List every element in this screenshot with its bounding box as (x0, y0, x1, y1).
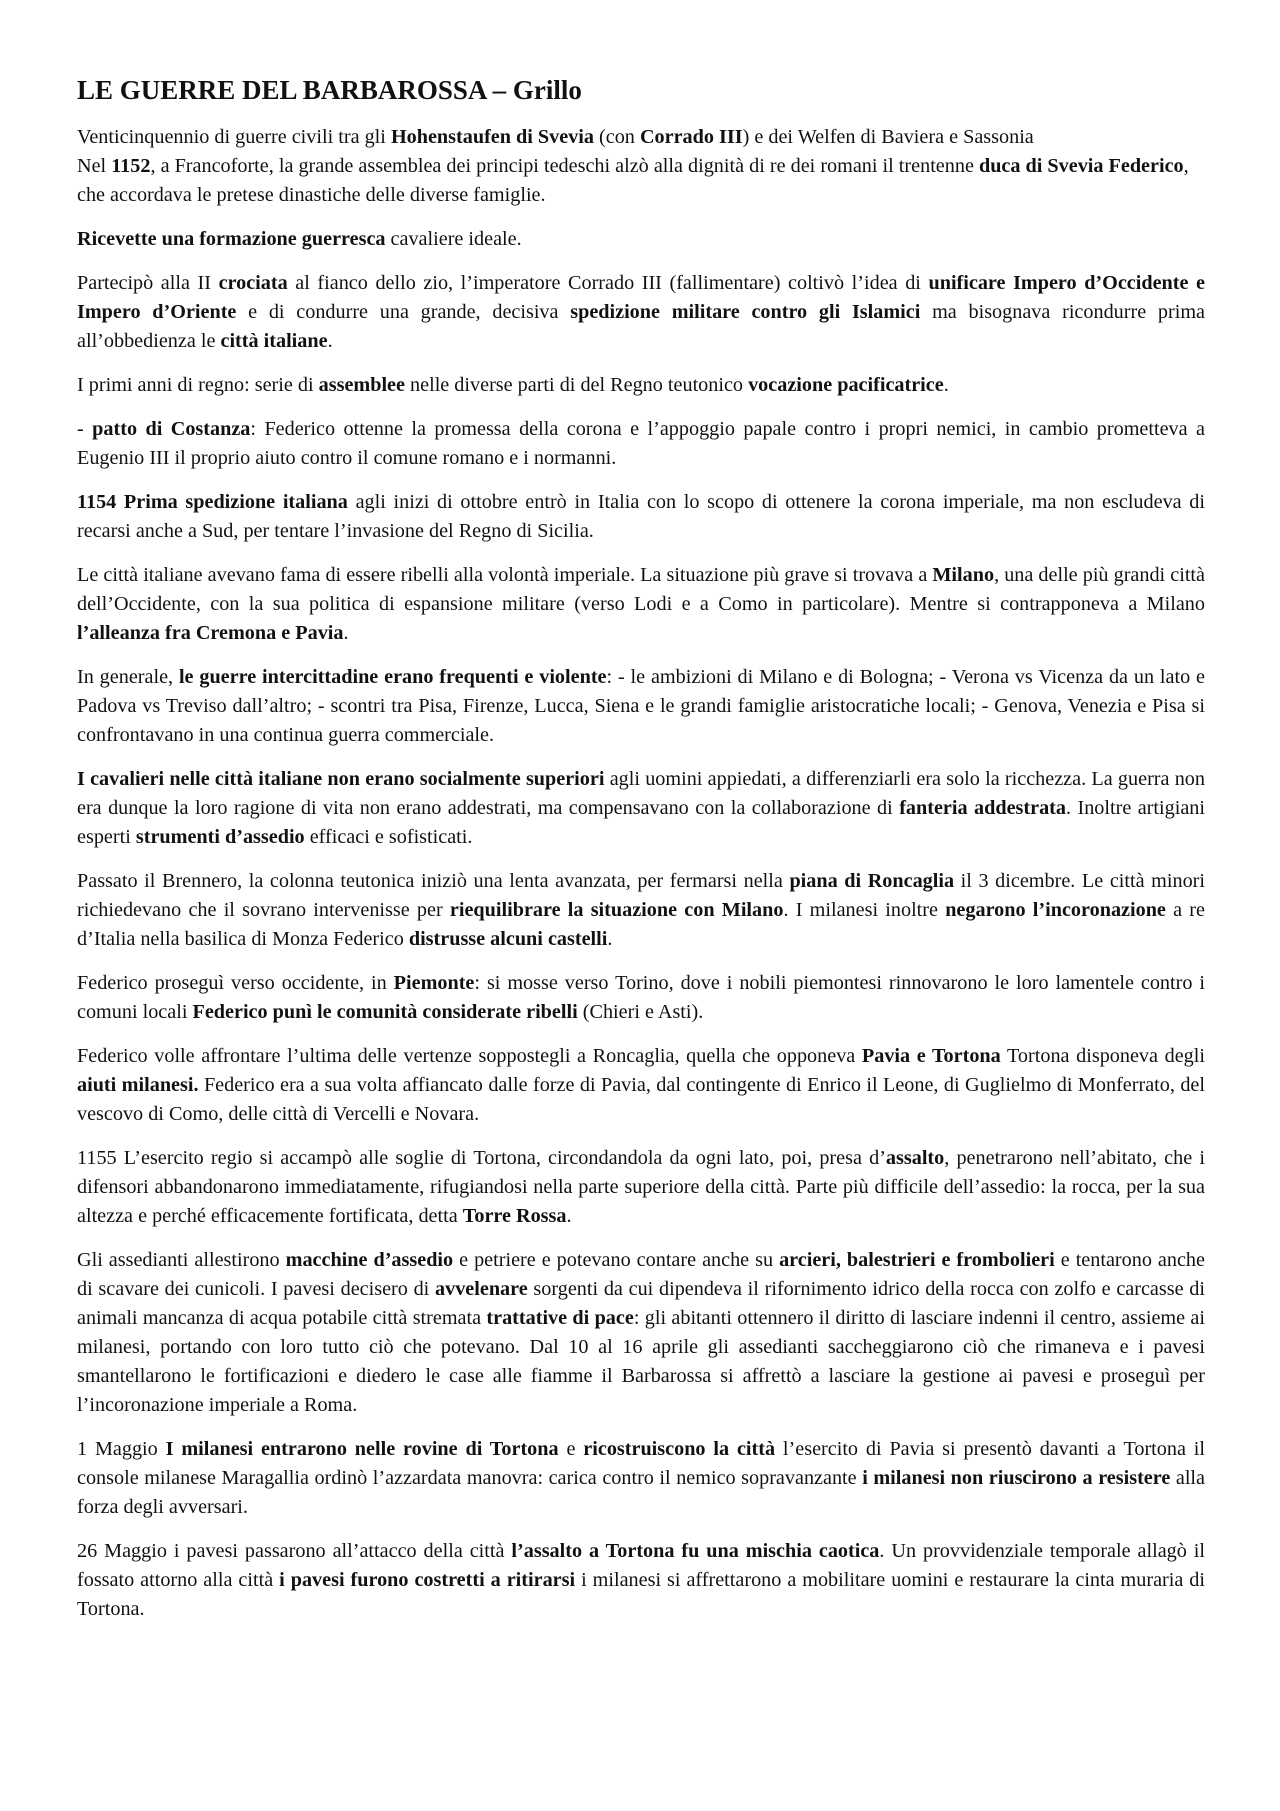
text-segment: nelle diverse parti di del Regno teutonico (404, 374, 749, 396)
bold-text: I cavalieri nelle città italiane non erano socialmente superiori (77, 768, 605, 790)
text-segment: ma bisognava ricondurre prima all’obbedienza le (77, 301, 1205, 352)
text-segment: 1155 L’esercito regio si accampò alle soglie di Tortona, circondandola da ogni lato, poi, presa d’ (77, 1147, 886, 1169)
text-segment: 1 Maggio (77, 1438, 166, 1460)
text-segment: Partecipò alla II (77, 272, 219, 294)
text-segment: agli inizi di ottobre entrò in Italia con lo scopo di ottenere la corona imperiale, ma non escludeva di recarsi anche a Sud, per tentare l’invasione del Regno di Sicilia. (77, 491, 1206, 542)
text-segment: , che accordava le pretese dinastiche delle diverse famiglie. (77, 155, 1189, 206)
text-segment: alla forza degli avversari. (77, 1467, 1205, 1518)
bold-text: macchine d’assedio (285, 1249, 454, 1271)
text-segment: al fianco dello zio, l’imperatore Corrado III (fallimentare) coltivò l’idea di (287, 272, 929, 294)
bold-text: l’alleanza fra Cremona e Pavia (77, 622, 344, 644)
paragraph (77, 663, 1205, 750)
bold-text: 1152 (111, 155, 151, 177)
text-segment: , a Francoforte, la grande assemblea dei principi tedeschi alzò alla dignità di re dei romani il trentenne (150, 155, 979, 177)
bold-text: Corrado III (639, 126, 743, 148)
text-segment: In generale, (77, 666, 179, 688)
bold-text: piana di Roncaglia (789, 870, 955, 892)
text-segment: sorgenti da cui dipendeva il rifornimento idrico della rocca con zolfo e carcasse di animali mancanza di acqua potabile città stremata (77, 1278, 1205, 1329)
text-segment: Tortona disponeva degli (1000, 1045, 1205, 1067)
bold-text: assalto (885, 1147, 945, 1169)
text-segment: Passato il Brennero, la colonna teutonica iniziò una lenta avanzata, per fermarsi nella (77, 870, 790, 892)
text-segment: . Un provvidenziale temporale allagò il fossato attorno alla città (77, 1540, 1205, 1591)
bold-text: strumenti d’assedio (135, 826, 305, 848)
bold-text: duca di Svevia Federico (978, 155, 1184, 177)
text-segment: 26 Maggio i pavesi passarono all’attacco della città (77, 1540, 512, 1562)
bold-text: fanteria addestrata (899, 797, 1066, 819)
document-page (77, 72, 1205, 1639)
paragraph (77, 1042, 1205, 1129)
bold-text: arcieri, balestrieri e frombolieri (779, 1249, 1055, 1271)
text-segment: Federico proseguì verso occidente, in (77, 972, 394, 994)
text-segment: cavaliere ideale. (385, 228, 522, 250)
text-segment: Le città italiane avevano fama di essere ribelli alla volontà imperiale. La situazione più grave si trovava a (77, 564, 933, 586)
text-segment: . (943, 374, 949, 396)
paragraph (77, 1537, 1205, 1624)
paragraph (77, 765, 1205, 852)
bold-text: Ricevette una formazione guerresca (77, 228, 386, 250)
bold-text: I milanesi entrarono nelle rovine di Tortona (165, 1438, 559, 1460)
text-segment: , penetrarono nell’abitato, che i difensori abbandonarono immediatamente, rifugiandosi nella parte superiore della città. Parte più difficile dell’assedio: la rocca, per la sua altezza e perché efficacemente fortificata, detta (77, 1147, 1205, 1227)
paragraph (77, 415, 1205, 473)
paragraph (77, 1435, 1205, 1522)
text-segment: i milanesi si affrettarono a mobilitare uomini e restaurare la cinta muraria di Tortona. (77, 1569, 1206, 1620)
bold-text: Federico punì le comunità considerate ribelli (192, 1001, 578, 1023)
paragraph (77, 225, 1205, 254)
text-segment: - (77, 418, 93, 440)
text-segment: Nel (77, 155, 112, 177)
bold-text: i milanesi non riuscirono a resistere (862, 1467, 1171, 1489)
text-segment: Gli assedianti allestirono (77, 1249, 286, 1271)
bold-text: vocazione pacificatrice (748, 374, 944, 396)
paragraph (77, 561, 1205, 648)
paragraph (77, 488, 1205, 546)
text-segment: : - le ambizioni di Milano e di Bologna; - Verona vs Vicenza da un lato e Padova vs Treviso dall’altro; - scontri tra Pisa, Firenze, Lucca, Siena e le grandi famiglie aristocratiche locali; - Genova, Venezia e Pisa si confrontavano in una continua guerra commerciale. (77, 666, 1205, 746)
paragraph (77, 269, 1205, 356)
text-segment: Venticinquennio di guerre civili tra gli (77, 126, 391, 148)
text-segment: . (327, 330, 333, 352)
text-segment: agli uomini appiedati, a differenziarli era solo la ricchezza. La guerra non era dunque la loro ragione di vita non erano addestrati, ma compensavano con la collaborazione di (77, 768, 1205, 819)
bold-text: i pavesi furono costretti a ritirarsi (279, 1569, 576, 1591)
paragraph (77, 371, 1205, 400)
text-segment: : si mosse verso Torino, dove i nobili piemontesi rinnovarono le loro lamentele contro i comuni locali (77, 972, 1205, 1023)
bold-text: 1154 Prima spedizione italiana (77, 491, 348, 513)
text-segment: e (558, 1438, 584, 1460)
bold-text: patto di Costanza (92, 418, 251, 440)
bold-text: negarono l’incoronazione (945, 899, 1166, 921)
bold-text: trattative di pace (486, 1307, 634, 1329)
text-segment: , una delle più grandi città dell’Occidente, con la sua politica di espansione militare (verso Lodi e a Como in particolare). Mentre si contrapponeva a Milano (77, 564, 1205, 615)
text-segment: l’esercito di Pavia si presentò davanti a Tortona il console milanese Maragallia ordinò l’azzardata manovra: carica contro il nemico sopravanzante (77, 1438, 1206, 1489)
text-segment: : Federico ottenne la promessa della corona e l’appoggio papale contro i propri nemici, in cambio prometteva a Eugenio III il proprio aiuto contro il comune romano e i normanni. (77, 418, 1206, 469)
bold-text: Hohenstaufen di Svevia (390, 126, 594, 148)
text-segment: a re d’Italia nella basilica di Monza Federico (77, 899, 1205, 950)
paragraph (77, 123, 1205, 210)
text-segment: Federico volle affrontare l’ultima delle vertenze soppostegli a Roncaglia, quella che opponeva (77, 1045, 862, 1067)
text-segment: (con (593, 126, 640, 148)
bold-text: ricostruiscono la città (583, 1438, 776, 1460)
document-body (77, 123, 1205, 1624)
bold-text: Pavia e Tortona (861, 1045, 1001, 1067)
bold-text: Torre Rossa (462, 1205, 567, 1227)
text-segment: . (607, 928, 613, 950)
bold-text: assemblee (318, 374, 405, 396)
text-segment: . Inoltre artigiani esperti (77, 797, 1205, 848)
paragraph (77, 969, 1205, 1027)
document-title: LE GUERRE DEL BARBAROSSA – Grillo (77, 75, 582, 105)
text-segment: (Chieri e Asti). (577, 1001, 704, 1023)
paragraph (77, 867, 1205, 954)
bold-text: l’assalto a Tortona fu una mischia caotica (511, 1540, 880, 1562)
bold-text: avvelenare (435, 1278, 528, 1300)
bold-text: crociata (218, 272, 288, 294)
bold-text: riequilibrare la situazione con Milano (449, 899, 784, 921)
text-segment: ) e dei Welfen di Baviera e Sassonia (742, 126, 1034, 148)
text-segment: e di condurre una grande, decisiva (236, 301, 571, 323)
text-segment: : gli abitanti ottennero il diritto di lasciare indenni il centro, assieme ai milanesi, portando con loro tutto ciò che potevano. Dal 10 al 16 aprile gli assedianti saccheggiarono ciò che rimaneva e i pavesi smantellarono le fortificazioni e diedero le case alle fiamme il Barbarossa si affrettò a lasciare la gestione ai pavesi e proseguì per l’incoronazione imperiale a Roma. (77, 1307, 1205, 1416)
text-segment: . (343, 622, 349, 644)
text-segment: il 3 dicembre. Le città minori richiedevano che il sovrano intervenisse per (77, 870, 1205, 921)
bold-text: Piemonte (393, 972, 475, 994)
bold-text: distrusse alcuni castelli (408, 928, 608, 950)
bold-text: Milano (932, 564, 995, 586)
text-segment: efficaci e sofisticati. (304, 826, 473, 848)
bold-text: unificare Impero d’Occidente e Impero d’Oriente (77, 272, 1206, 323)
text-segment: . (566, 1205, 572, 1227)
bold-text: città italiane (220, 330, 328, 352)
text-segment: Federico era a sua volta affiancato dalle forze di Pavia, dal contingente di Enrico il Leone, di Guglielmo di Monferrato, del vescovo di Como, delle città di Vercelli e Novara. (77, 1074, 1205, 1125)
bold-text: aiuti milanesi. (77, 1074, 199, 1096)
text-segment: e petriere e potevano contare anche su (453, 1249, 780, 1271)
text-segment: I primi anni di regno: serie di (77, 374, 319, 396)
bold-text: spedizione militare contro gli Islamici (570, 301, 921, 323)
text-segment: . I milanesi inoltre (783, 899, 946, 921)
paragraph (77, 1246, 1205, 1420)
bold-text: le guerre intercittadine erano frequenti e violente (178, 666, 607, 688)
text-segment: e tentarono anche di scavare dei cunicoli. I pavesi decisero di (77, 1249, 1205, 1300)
paragraph (77, 1144, 1205, 1231)
